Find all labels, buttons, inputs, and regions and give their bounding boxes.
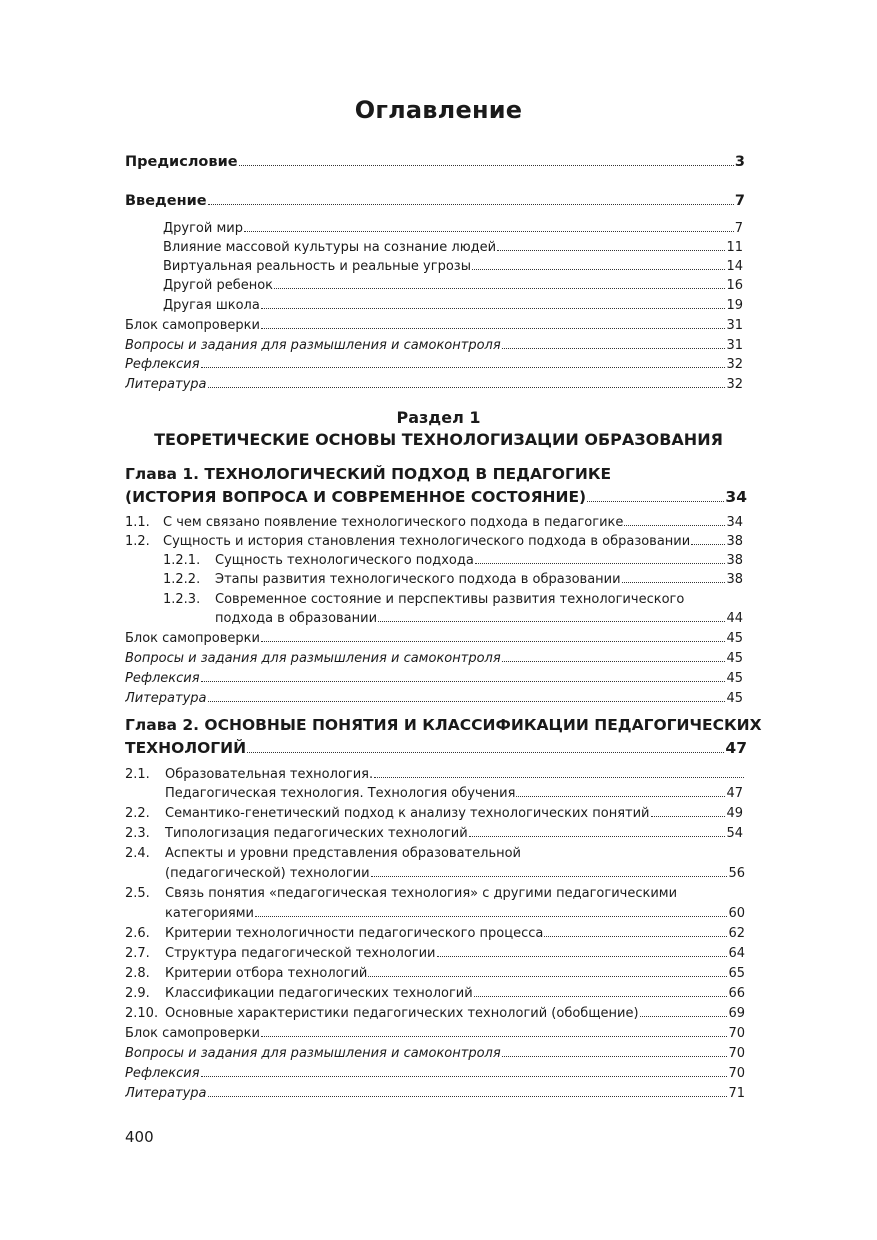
toc-entry-preface[interactable]: Предисловие 3 <box>125 154 745 170</box>
toc-entry-self-check[interactable]: Блок самопроверки 45 <box>125 631 743 646</box>
toc-entry[interactable]: 1.2. Сущность и история становления технологического подхода в образовании 38 <box>125 534 743 549</box>
toc-entry[interactable]: 2.6. Критерии технологичности педагогического процесса 62 <box>125 926 745 941</box>
toc-entry-continuation[interactable]: Педагогическая технология. Технология обучения 47 <box>165 786 743 801</box>
toc-entry-multiline[interactable]: 1.2.3. Современное состояние и перспективы развития технологического <box>163 592 685 607</box>
toc-entry[interactable]: Другой ребенок 16 <box>163 278 743 293</box>
toc-entry-intro[interactable]: Введение 7 <box>125 193 745 209</box>
toc-entry[interactable]: 2.9. Классификации педагогических технологий 66 <box>125 986 745 1001</box>
toc-entry-literature[interactable]: Литература 71 <box>125 1086 745 1101</box>
page-title: Оглавление <box>354 96 523 124</box>
chapter1-title: Глава 1. ТЕХНОЛОГИЧЕСКИЙ ПОДХОД В ПЕДАГОГИКЕ <box>125 465 612 483</box>
section-title: ТЕОРЕТИЧЕСКИЕ ОСНОВЫ ТЕХНОЛОГИЗАЦИИ ОБРАЗОВАНИЯ <box>154 430 723 449</box>
toc-entry-self-check[interactable]: Блок самопроверки 31 <box>125 318 743 333</box>
toc-entry-questions[interactable]: Вопросы и задания для размышления и самоконтроля 70 <box>125 1046 745 1061</box>
toc-entry-reflection[interactable]: Рефлексия 45 <box>125 671 743 686</box>
toc-entry-chapter2[interactable]: ТЕХНОЛОГИЙ 47 <box>125 739 747 757</box>
toc-entry[interactable]: Виртуальная реальность и реальные угрозы 14 <box>163 259 743 274</box>
toc-entry[interactable]: Влияние массовой культуры на сознание людей 11 <box>163 240 743 255</box>
toc-entry-continuation[interactable]: категориями 60 <box>165 906 745 921</box>
section-label: Раздел 1 <box>396 408 481 427</box>
toc-entry-multiline[interactable]: 2.1. Образовательная технология. <box>125 767 745 782</box>
toc-entry[interactable]: Другой мир 7 <box>163 221 743 236</box>
toc-entry-questions[interactable]: Вопросы и задания для размышления и самоконтроля 31 <box>125 338 743 353</box>
toc-entry-multiline[interactable]: 2.4. Аспекты и уровни представления образовательной <box>125 846 522 861</box>
toc-entry-reflection[interactable]: Рефлексия 70 <box>125 1066 745 1081</box>
toc-entry-self-check[interactable]: Блок самопроверки 70 <box>125 1026 745 1041</box>
toc-entry[interactable]: 1.2.2. Этапы развития технологического подхода в образовании 38 <box>163 572 743 587</box>
toc-entry[interactable]: 1.1. С чем связано появление технологического подхода в педагогике 34 <box>125 515 743 530</box>
toc-entry[interactable]: 2.7. Структура педагогической технологии 64 <box>125 946 745 961</box>
toc-entry-literature[interactable]: Литература 32 <box>125 377 743 392</box>
page-number: 400 <box>125 1128 154 1146</box>
toc-entry[interactable]: 2.3. Типологизация педагогических технологий 54 <box>125 826 743 841</box>
toc-entry-continuation[interactable]: (педагогической) технологии 56 <box>165 866 745 881</box>
chapter2-title: Глава 2. ОСНОВНЫЕ ПОНЯТИЯ И КЛАССИФИКАЦИИ ПЕДАГОГИЧЕСКИХ <box>125 716 762 734</box>
toc-entry-questions[interactable]: Вопросы и задания для размышления и самоконтроля 45 <box>125 651 743 666</box>
toc-entry-continuation[interactable]: подхода в образовании 44 <box>215 611 743 626</box>
toc-entry[interactable]: 1.2.1. Сущность технологического подхода 38 <box>163 553 743 568</box>
toc-entry-reflection[interactable]: Рефлексия 32 <box>125 357 743 372</box>
toc-entry-chapter1[interactable]: (ИСТОРИЯ ВОПРОСА И СОВРЕМЕННОЕ СОСТОЯНИЕ) 34 <box>125 488 747 506</box>
toc-entry[interactable]: 2.2. Семантико-генетический подход к анализу технологических понятий 49 <box>125 806 743 821</box>
toc-entry[interactable]: 2.8. Критерии отбора технологий 65 <box>125 966 745 981</box>
toc-entry[interactable]: 2.10. Основные характеристики педагогических технологий (обобщение) 69 <box>125 1006 745 1021</box>
toc-entry-multiline[interactable]: 2.5. Связь понятия «педагогическая технология» с другими педагогическими <box>125 886 678 901</box>
toc-entry[interactable]: Другая школа 19 <box>163 298 743 313</box>
toc-entry-literature[interactable]: Литература 45 <box>125 691 743 706</box>
